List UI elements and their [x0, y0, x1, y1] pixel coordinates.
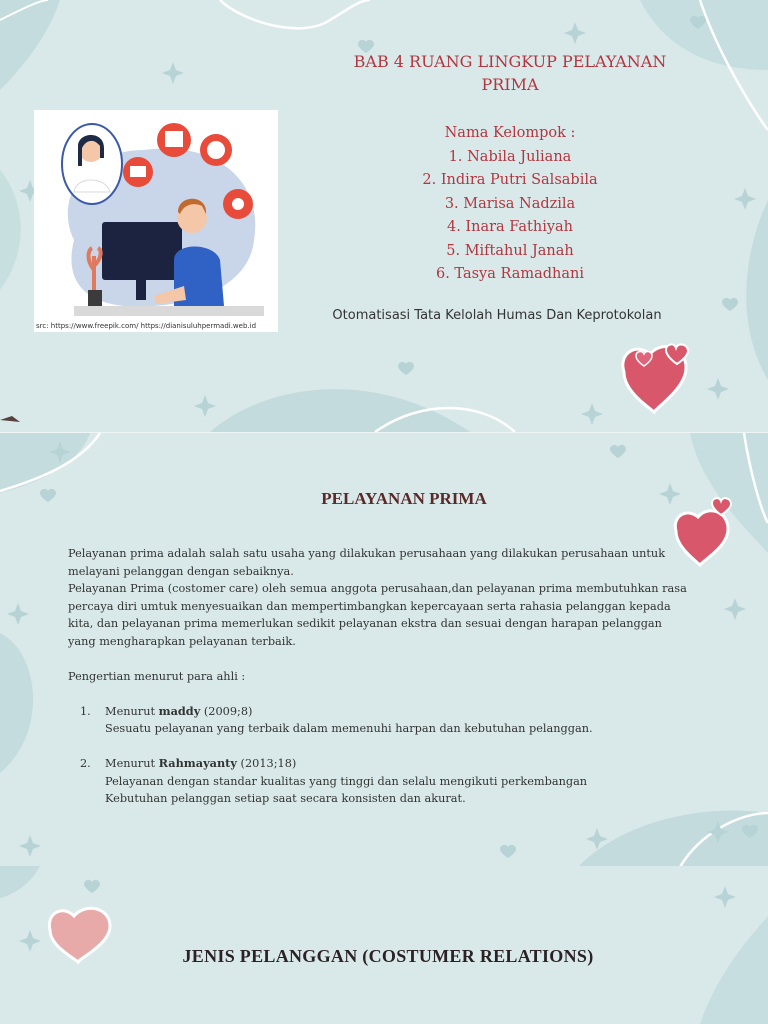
expert-definition: Kebutuhan pelanggan setiap saat secara konsisten dan akurat.	[105, 792, 466, 805]
list-number: 2.	[80, 757, 91, 770]
expert-year: (2013;18)	[236, 757, 297, 770]
section-title: JENIS PELANGGAN (COSTUMER RELATIONS)	[182, 946, 594, 966]
expert-prefix: Menurut	[105, 704, 159, 718]
decorative-background	[0, 866, 768, 1024]
member-item: 6. Tasya Ramadhani	[435, 266, 585, 282]
course-subject: Otomatisasi Tata Kelolah Humas Dan Keprotokolan	[332, 308, 662, 323]
member-item: 3. Marisa Nadzila	[444, 195, 576, 212]
expert-name: Rahmayanty	[158, 756, 237, 770]
member-item: 5. Miftahul Janah	[446, 242, 574, 259]
section-body	[68, 545, 690, 808]
group-label: Nama Kelompok :	[444, 125, 576, 141]
chapter-title-line2: PRIMA	[481, 75, 539, 94]
expert-prefix: Menurut	[105, 757, 159, 770]
paragraph: Pelayanan Prima (costomer care) oleh semua anggota perusahaan,dan pelayanan prima membutuhkan rasa percaya diri umtuk menyesuaikan dan mempertimbangkan kepercayaan serta rahasia pelanggan kepada kita, dan pelayanan prima memerlukan sedikit pelayanan ekstra dan sesuai dengan harapan pelanggan yang mengharapkan pelayanan terbaik.	[68, 582, 687, 648]
paragraph: Pelayanan prima adalah salah satu usaha yang dilakukan perusahaan yang dilakukan perusahaan untuk melayani pelanggan dengan sebaiknya.	[68, 547, 666, 578]
list-number: 1.	[80, 704, 91, 718]
expert-definition-item	[68, 703, 690, 738]
slide-jenis-pelanggan	[0, 866, 768, 1024]
customer-service-illustration	[34, 110, 278, 332]
expert-definition: Sesuatu pelayanan yang terbaik dalam memenuhi harpan dan kebutuhan pelanggan.	[105, 722, 593, 735]
section-title: PELAYANAN PRIMA	[321, 489, 487, 508]
group-members	[360, 122, 660, 287]
member-item: 2. Indira Putri Salsabila	[422, 172, 598, 188]
slide-cover	[0, 0, 768, 432]
member-item: 4. Inara Fathiyah	[446, 219, 574, 235]
image-source-caption: src: https://www.freepik.com/ https://dianisuluhpermadi.web.id	[36, 322, 257, 330]
expert-definition-item	[68, 755, 690, 808]
experts-heading: Pengertian menurut para ahli :	[68, 669, 246, 683]
expert-year: (2009;8)	[200, 704, 253, 718]
expert-definition: Pelayanan dengan standar kualitas yang tinggi dan selalu mengikuti perkembangan	[105, 774, 588, 788]
slide-pelayanan-prima	[0, 432, 768, 867]
chapter-title	[300, 50, 720, 96]
chapter-title-line1: BAB 4 RUANG LINGKUP PELAYANAN	[353, 52, 667, 71]
member-item: 1. Nabila Juliana	[448, 148, 572, 165]
heart-icon	[623, 344, 688, 412]
expert-name: maddy	[158, 703, 201, 718]
